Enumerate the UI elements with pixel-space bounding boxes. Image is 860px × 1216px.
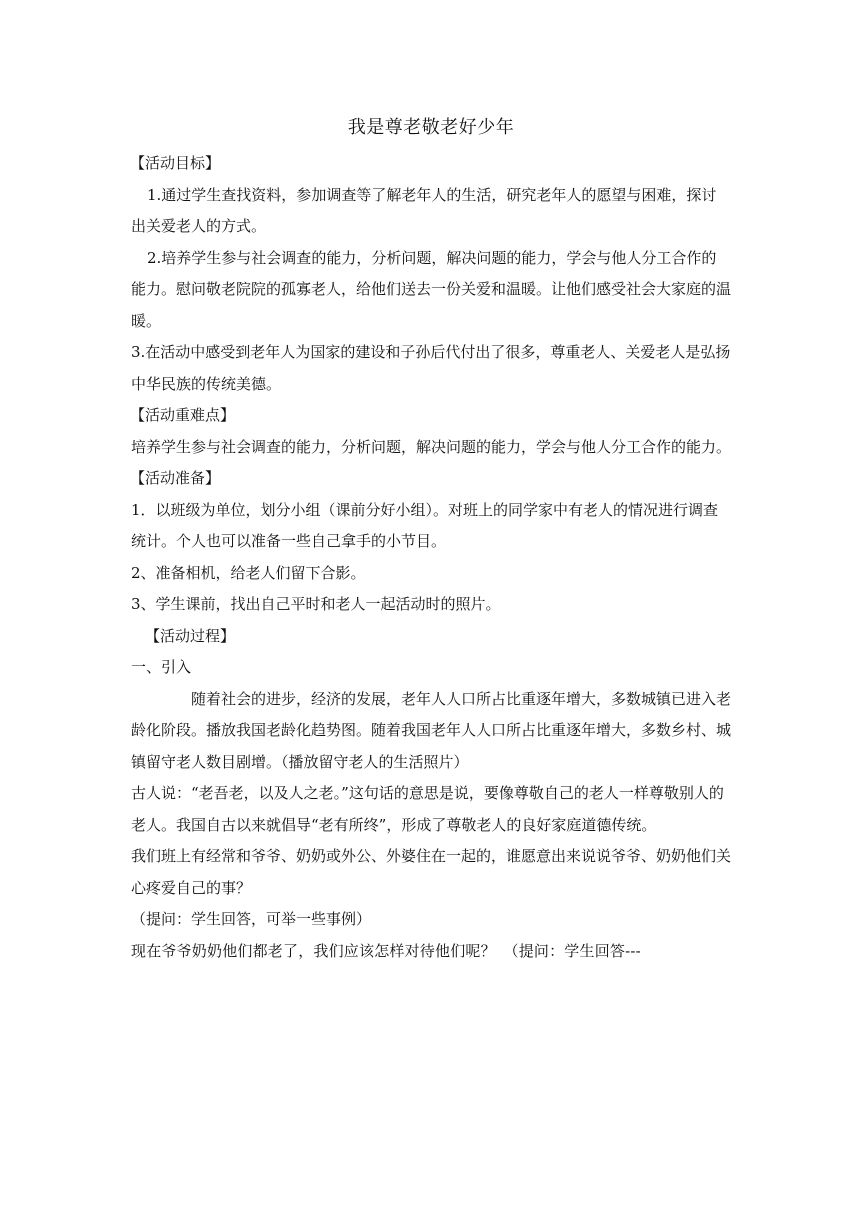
- document-title: 我是尊老敬老好少年: [347, 117, 515, 138]
- intro-paragraph-3: 我们班上有经常和爷爷、奶奶或外公、外婆住在一起的，谁愿意出来说说爷爷、奶奶他们关心疼爱自己的事？: [131, 847, 732, 897]
- goal-item-2: 2.培养学生参与社会调查的能力，分析问题，解决问题的能力，学会与他人分工合作的能力。慰问敬老院院的孤寡老人，给他们送去一份关爱和温暖。让他们感受社会大家庭的温暖。: [131, 248, 732, 330]
- preparation-item-3: 3、学生课前，找出自己平时和老人一起活动时的照片。: [131, 595, 501, 613]
- intro-paragraph-5: 现在爷爷奶奶他们都老了，我们应该怎样对待他们呢？ （提问：学生回答---: [131, 941, 641, 960]
- intro-paragraph-4: （提问：学生回答，可举一些事例）: [131, 910, 372, 928]
- process-heading: 【活动过程】: [145, 626, 236, 645]
- preparation-item-1: 1．以班级为单位，划分小组（课前分好小组）。对班上的同学家中有老人的情况进行调查统计。个人也可以准备一些自己拿手的小节目。: [131, 500, 719, 550]
- intro-paragraph-1: 随着社会的进步，经济的发展，老年人人口所占比重逐年增大，多数城镇已进入老龄化阶段。播放我国老龄化趋势图。随着我国老年人人口所占比重逐年增大，多数乡村、城镇留守老人数目剧增。（播放留守老人的生活照片）: [131, 689, 732, 771]
- preparation-heading: 【活动准备】: [130, 469, 221, 487]
- intro-heading: 一、引入: [131, 658, 192, 676]
- key-difficulty-heading: 【活动重难点】: [130, 406, 236, 424]
- document-body: [131, 112, 731, 967]
- goal-heading: 【活动目标】: [130, 154, 221, 172]
- goal-item-3: 3.在活动中感受到老年人为国家的建设和子孙后代付出了很多，尊重老人、关爱老人是弘扬中华民族的传统美德。: [131, 343, 731, 393]
- key-difficulty-text: 培养学生参与社会调查的能力，分析问题，解决问题的能力，学会与他人分工合作的能力。: [131, 437, 732, 456]
- intro-paragraph-2: 古人说：“老吾老，以及人之老。”这句话的意思是说，要像尊敬自己的老人一样尊敬别人的老人。我国自古以来就倡导“老有所终”，形成了尊敬老人的良好家庭道德传统。: [131, 784, 724, 834]
- preparation-item-2: 2、准备相机，给老人们留下合影。: [131, 563, 366, 582]
- goal-item-1: 1.通过学生查找资料，参加调查等了解老年人的生活，研究老年人的愿望与困难，探讨出关爱老人的方式。: [131, 185, 717, 235]
